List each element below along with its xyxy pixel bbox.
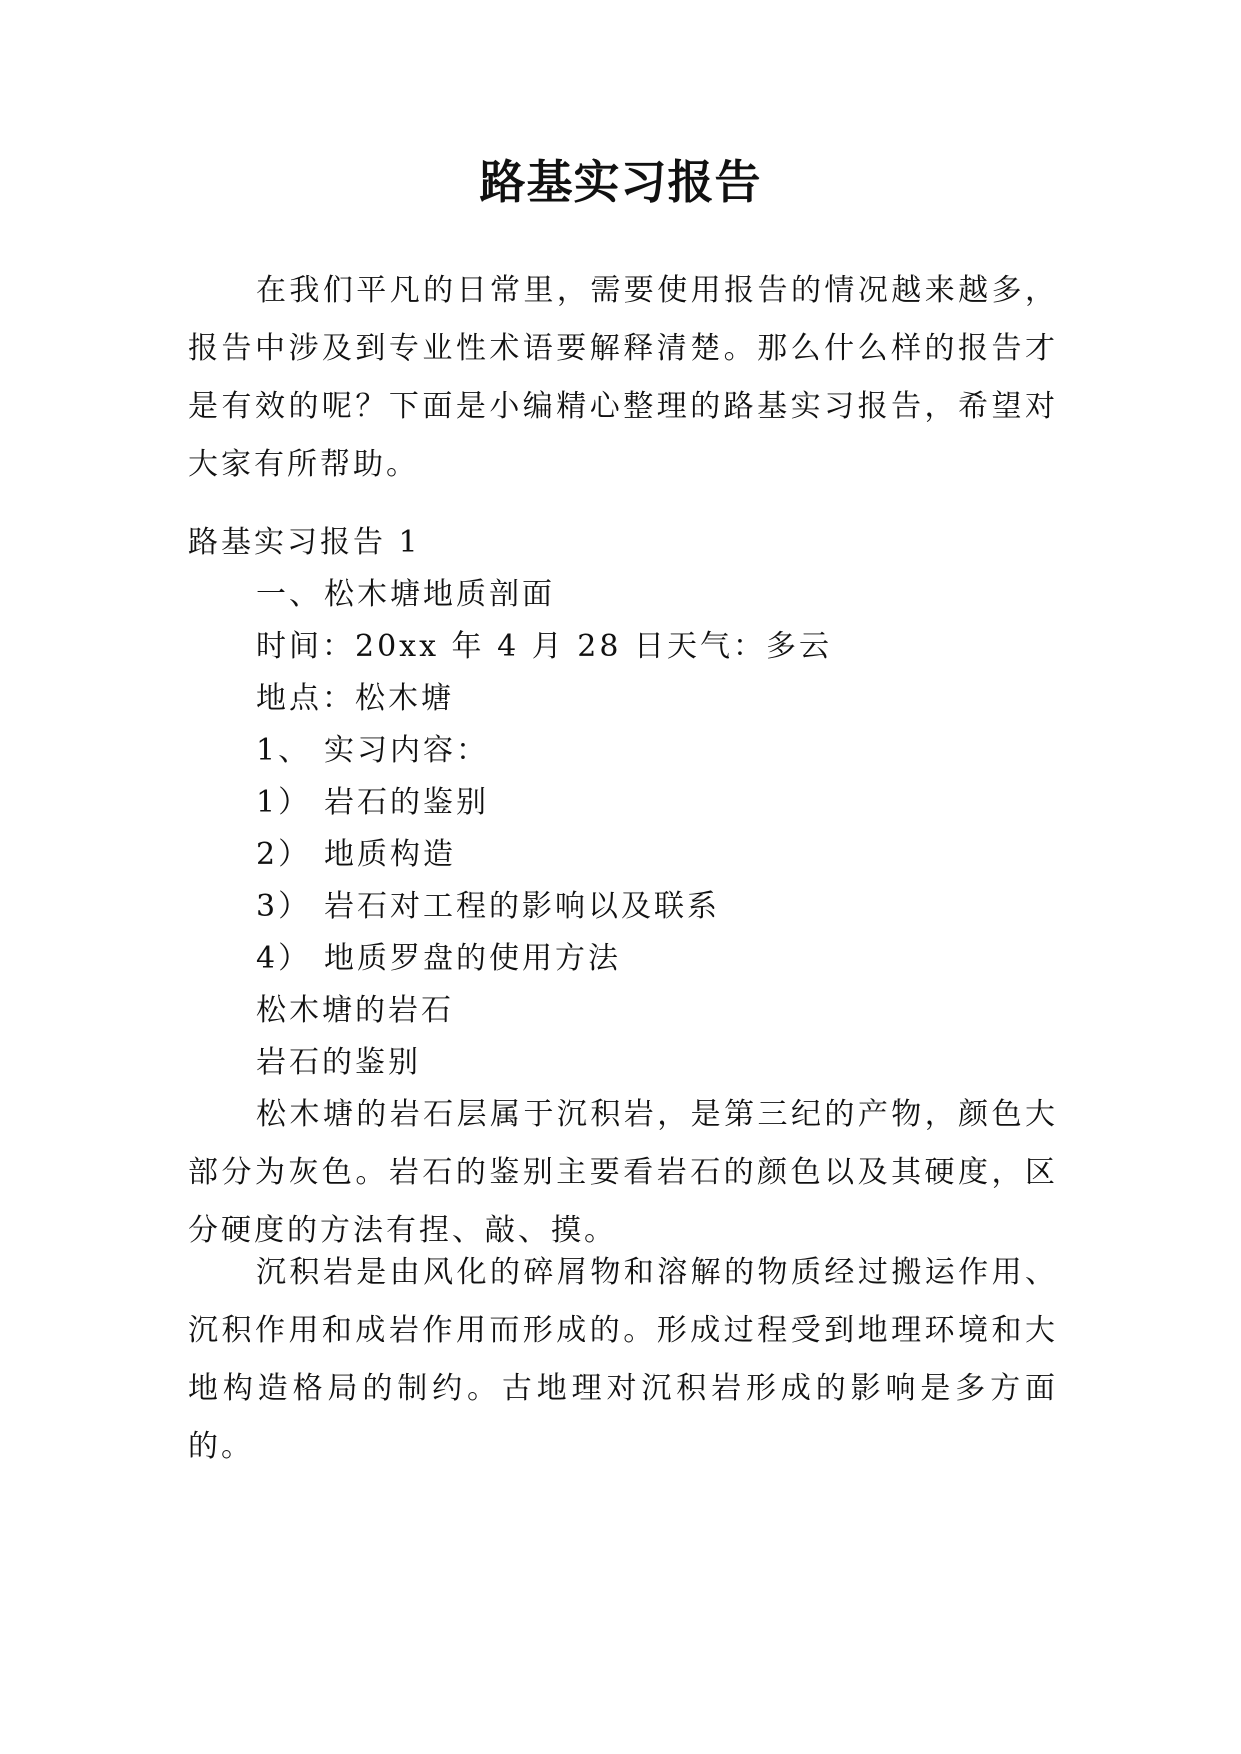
part-one-text: 松木塘地质剖面 xyxy=(324,577,555,612)
part-one-heading xyxy=(256,566,555,624)
list-item xyxy=(256,826,456,884)
list-item xyxy=(256,878,720,936)
content-heading-text: 实习内容： xyxy=(324,733,489,768)
location-line: 地点：松木塘 xyxy=(256,681,454,716)
list-item xyxy=(256,774,489,832)
sub-heading-identify: 岩石的鉴别 xyxy=(256,1045,421,1080)
list-item-number: 1） xyxy=(256,785,312,820)
document-title: 路基实习报告 xyxy=(479,155,762,209)
sub-heading-rocks: 松木塘的岩石 xyxy=(256,993,454,1028)
sediment-paragraph: 沉积岩是由风化的碎屑物和溶解的物质经过搬运作用、沉积作用和成岩作用而形成的。形成过程受到地理环境和大地构造格局的制约。古地理对沉积岩形成的影响是多方面的。 xyxy=(188,1255,1058,1464)
list-item-text: 地质构造 xyxy=(324,837,456,872)
intro-paragraph: 在我们平凡的日常里，需要使用报告的情况越来越多，报告中涉及到专业性术语要解释清楚。那么什么样的报告才是有效的呢？下面是小编精心整理的路基实习报告，希望对大家有所帮助。 xyxy=(188,273,1058,482)
content-heading-number: 1、 xyxy=(256,733,312,768)
list-item xyxy=(256,930,621,988)
time-weather-line: 时间：20xx 年 4 月 28 日天气：多云 xyxy=(256,629,832,664)
list-item-number: 3） xyxy=(256,889,312,924)
rock-paragraph: 松木塘的岩石层属于沉积岩，是第三纪的产物，颜色大部分为灰色。岩石的鉴别主要看岩石的颜色以及其硬度，区分硬度的方法有捏、敲、摸。 xyxy=(188,1097,1058,1248)
list-item-number: 2） xyxy=(256,837,312,872)
part-one-number: 一、 xyxy=(256,577,322,612)
list-item-text: 地质罗盘的使用方法 xyxy=(324,941,621,976)
content-heading xyxy=(256,722,489,780)
list-item-number: 4） xyxy=(256,941,312,976)
section-heading: 路基实习报告 1 xyxy=(188,525,421,560)
list-item-text: 岩石的鉴别 xyxy=(324,785,489,820)
list-item-text: 岩石对工程的影响以及联系 xyxy=(324,889,720,924)
